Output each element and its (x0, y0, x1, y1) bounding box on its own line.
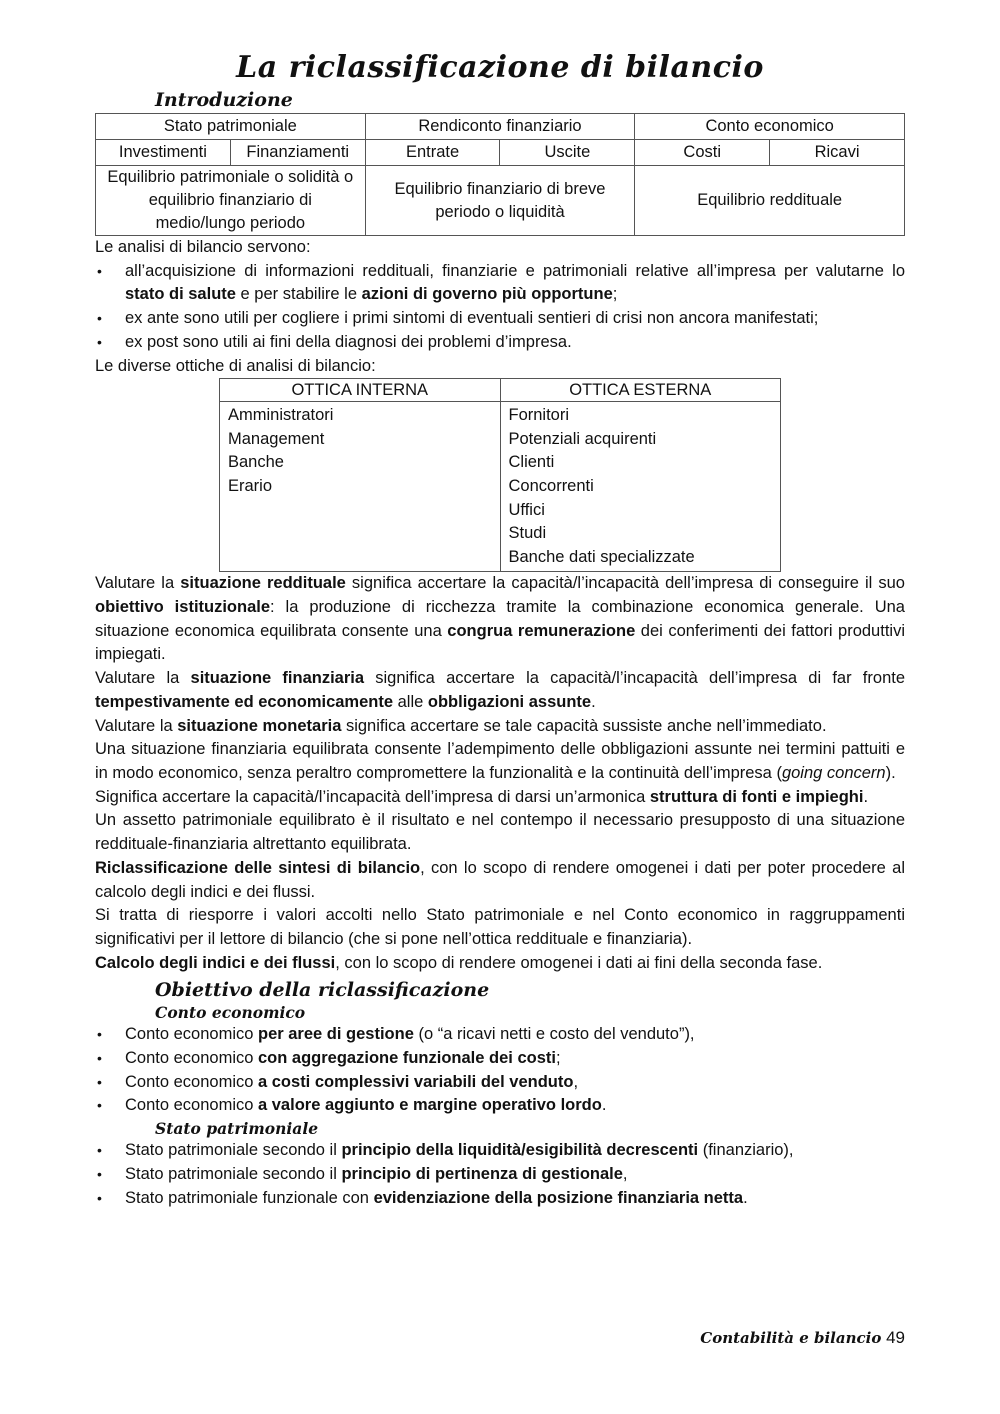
table-row (220, 379, 781, 402)
list-item: Potenziali acquirenti (508, 429, 657, 448)
subheading-stato-patrimoniale: Stato patrimoniale (155, 1119, 319, 1139)
bold-span: struttura di fonti e impieghi (649, 787, 864, 806)
paragraph (95, 952, 905, 976)
text-span: ). (885, 764, 896, 782)
text-span: , con lo scopo di rendere omogenei i dati ai fini della seconda fase. (335, 953, 823, 972)
text-span: Stato patrimoniale funzionale con (125, 1188, 374, 1207)
ottiche-intro: Le diverse ottiche di analisi di bilancio: (95, 356, 376, 375)
bold-span: congrua remunerazione (447, 621, 636, 640)
table-subheader: Entrate (365, 140, 500, 166)
text-span: significa accertare la capacità/l’incapacità dell’impresa di conseguire il suo (345, 574, 905, 593)
footer-title: Contabilità e bilancio (700, 1329, 882, 1347)
text-span: Valutare la (95, 669, 191, 688)
bold-span: evidenziazione della posizione finanziaria netta (373, 1188, 744, 1207)
section-heading-intro: Introduzione (155, 89, 293, 111)
ottica-interna-cell (220, 402, 501, 572)
table-subheader: Uscite (500, 140, 635, 166)
bold-span: a valore aggiunto e margine operativo lordo (258, 1096, 602, 1115)
list-item (125, 1094, 905, 1118)
subheading-conto-economico: Conto economico (155, 1003, 306, 1023)
text-span: alle (393, 692, 428, 711)
bold-span: con aggregazione funzionale dei costi (258, 1049, 556, 1068)
list-item (125, 1139, 905, 1163)
bold-span: stato di salute (125, 285, 236, 304)
text-span: significa accertare la capacità/l’incapacità dell’impresa di far fronte (364, 669, 906, 688)
analisi-intro: Le analisi di bilancio servono: (95, 238, 311, 256)
page-number: 49 (886, 1328, 905, 1347)
table-cell: Equilibrio finanziario di breve periodo o liquidità (365, 166, 635, 236)
list-item: Banche dati specializzate (508, 547, 695, 566)
list-item (125, 1163, 905, 1187)
section-heading-obiettivo: Obiettivo della riclassificazione (155, 979, 490, 1002)
table-cell: Equilibrio patrimoniale o solidità o equilibrio finanziario di medio/lungo periodo (96, 166, 366, 236)
text-span: . (601, 1096, 607, 1115)
paragraph: Un assetto patrimoniale equilibrato è il risultato e nel contempo il necessario presupposto di una situazione reddituale-finanziaria altrettanto equilibrata. (95, 811, 905, 854)
bold-span: Calcolo degli indici e dei flussi (95, 953, 336, 972)
text-span: (finanziario), (698, 1141, 794, 1160)
text-span: , (573, 1072, 579, 1091)
table-cell: Equilibrio reddituale (635, 166, 905, 236)
list-item (125, 1071, 905, 1095)
list-item: Uffici (508, 500, 545, 519)
bold-span: azioni di governo più opportune (361, 285, 613, 304)
text-span: dei conferimenti dei fattori produttivi impiegati. (95, 621, 905, 664)
table-row (220, 402, 781, 572)
bold-span: principio della liquidità/esigibilità decrescenti (341, 1141, 699, 1160)
table-header: Rendiconto finanziario (365, 114, 635, 140)
list-item: Concorrenti (508, 477, 594, 495)
table-subheader: Investimenti (96, 140, 231, 166)
text-span: Significa accertare la capacità/l’incapacità dell’impresa di darsi un’armonica (95, 787, 650, 806)
table-subheader: Ricavi (770, 140, 905, 166)
list-item (125, 1023, 905, 1047)
table-header: OTTICA INTERNA (220, 379, 501, 402)
table-header: Stato patrimoniale (96, 114, 366, 140)
bold-span: situazione monetaria (177, 716, 342, 735)
table-row (96, 166, 905, 236)
bold-span: a costi complessivi variabili del venduto (258, 1072, 574, 1091)
paragraph (95, 572, 905, 667)
paragraph (95, 857, 905, 904)
text-span: ; (612, 285, 618, 304)
text-span: Stato patrimoniale secondo il (125, 1141, 342, 1160)
bold-span: tempestivamente ed economicamente (95, 692, 394, 711)
list-item (125, 1047, 905, 1071)
list-item: • ex ante sono utili per cogliere i primi sintomi di eventuali sentieri di crisi non ancora manifestati; (125, 307, 905, 331)
list-item (125, 1187, 905, 1211)
ce-list (95, 1023, 905, 1118)
list-item (125, 260, 905, 307)
ottica-esterna-cell (500, 402, 781, 572)
list-item: Studi (508, 524, 547, 543)
text-span: Valutare la (95, 716, 178, 735)
text-span: : la produzione di ricchezza tramite la combinazione economica generale. Una situazione economica equilibrata consente una (95, 598, 905, 640)
table-header: OTTICA ESTERNA (500, 379, 781, 402)
bold-span: situazione finanziaria (190, 669, 365, 688)
list-item: Clienti (508, 453, 555, 472)
text-span: e per stabilire le (235, 285, 362, 304)
text-span: Conto economico (125, 1025, 258, 1044)
text-span: . (863, 787, 869, 806)
table-row (96, 114, 905, 140)
bold-span: obiettivo istituzionale (95, 598, 271, 617)
bold-span: situazione reddituale (180, 574, 346, 593)
page-title: La riclassificazione di bilancio (236, 50, 764, 85)
text-span: , con lo scopo di rendere omogenei i dati per poter procedere al calcolo degli indici e dei flussi. (95, 858, 905, 901)
text-span: Conto economico (125, 1096, 258, 1115)
list-item: Amministratori (228, 406, 334, 425)
table-subheader: Finanziamenti (230, 140, 365, 166)
list-item: Erario (228, 477, 273, 495)
text-span: . (591, 692, 596, 711)
list-item: Management (228, 429, 325, 448)
sp-list (95, 1139, 905, 1210)
text-span: Una situazione finanziaria equilibrata consente l’adempimento delle obbligazioni assunte nei termini pattuiti e in modo economico, senza peraltro compromettere la funzionalità e la continuità dell’impresa ( (95, 740, 905, 782)
text-span: , (622, 1164, 628, 1183)
text-span: (o “a ricavi netti e costo del venduto”), (413, 1025, 695, 1044)
text-span: ; (555, 1049, 561, 1068)
table-header: Conto economico (635, 114, 905, 140)
bold-span: per aree di gestione (258, 1025, 414, 1044)
text-span: all’acquisizione di informazioni reddituali, finanziarie e patrimoniali relative all’impresa per valutarne lo (125, 261, 905, 280)
ottiche-table (219, 378, 781, 572)
text-span: . (743, 1188, 748, 1207)
paragraph: Si tratta di riesporre i valori accolti nello Stato patrimoniale e nel Conto economico in raggruppamenti significativi per il lettore di bilancio (che si pone nell’ottica reddituale e finanziaria). (95, 906, 905, 948)
paragraph (95, 715, 905, 739)
text-span: Stato patrimoniale secondo il (125, 1164, 342, 1183)
text-span: significa accertare se tale capacità sussiste anche nell’immediato. (341, 716, 827, 735)
document-page (95, 0, 905, 1210)
text-span: Conto economico (125, 1072, 258, 1091)
paragraph (95, 738, 905, 785)
bold-span: obbligazioni assunte (427, 692, 592, 711)
analisi-list (95, 260, 905, 355)
list-item: • ex post sono utili ai fini della diagnosi dei problemi d’impresa. (125, 331, 905, 355)
list-item: Fornitori (508, 406, 570, 425)
italic-span: going concern (781, 764, 886, 782)
intro-table (95, 113, 905, 236)
text-span: Valutare la (95, 574, 181, 593)
paragraph (95, 667, 905, 714)
list-item: Banche (228, 453, 284, 472)
text-span: Conto economico (125, 1049, 258, 1068)
paragraph (95, 786, 905, 810)
page-footer (700, 1328, 905, 1348)
table-subheader: Costi (635, 140, 770, 166)
bold-span: Riclassificazione delle sintesi di bilancio (95, 858, 421, 877)
bold-span: principio di pertinenza di gestionale (341, 1164, 623, 1183)
table-row (96, 140, 905, 166)
